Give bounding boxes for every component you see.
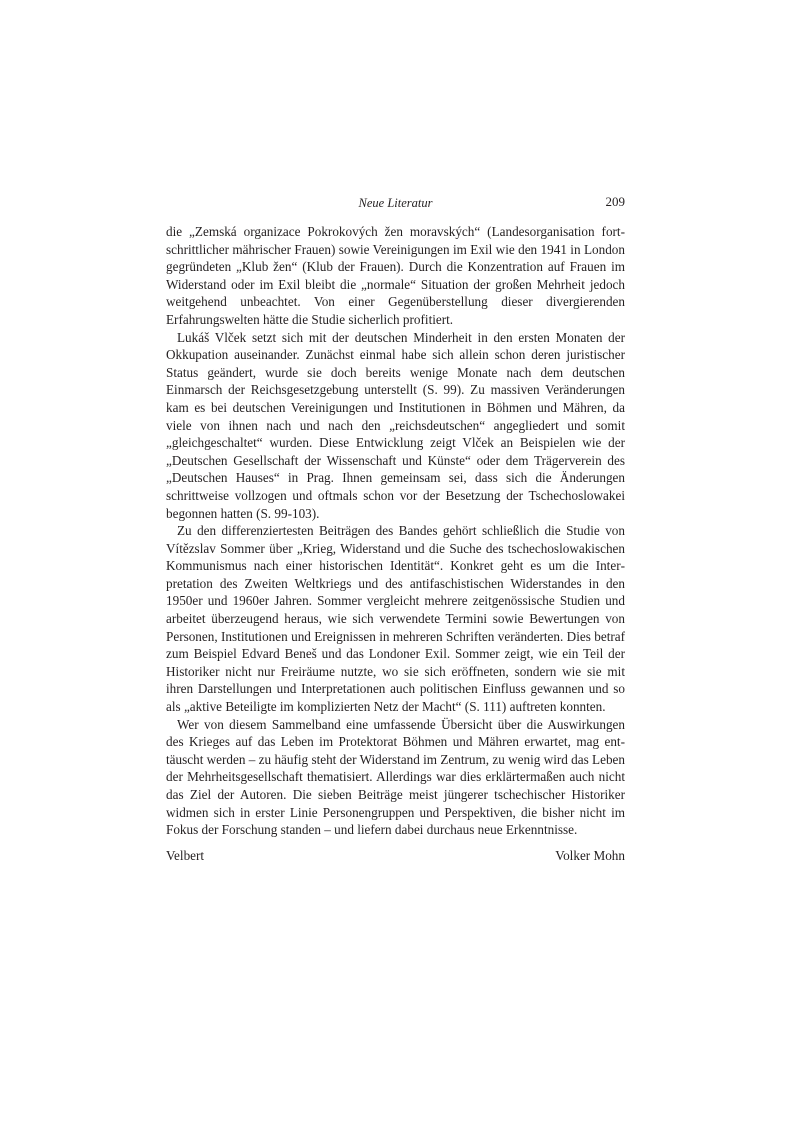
running-head <box>166 194 625 214</box>
page-number: 209 <box>605 194 625 209</box>
paragraph-continued: die „Zemská organizace Pokrokových žen moravských“ (Landesorganisation fortschrittlicher mährischer Frauen) sowie Vereinigungen im Exil wie den 1941 in London gegründeten „Klub žen“ (Klub der Frauen). Durch die Konzentration auf Frauen im Widerstand oder im Exil bleibt die „normale“ Situation der großen Mehrheit jedoch weitgehend unbeachtet. Von einer Gegenüberstellung dieser divergierenden Erfahrungswelten hätte die Studie sicherlich profitiert. <box>166 224 625 327</box>
paragraph-conclusion: Wer von diesem Sammelband eine umfassende Übersicht über die Auswirkungen des Krieges auf das Leben im Protektorat Böhmen und Mähren erwartet, mag enttäuscht werden – zu häufig steht der Widerstand im Zentrum, zu wenig wird das Leben der Mehrheitsgesellschaft thematisiert. Allerdings war dies erklärtermaßen auch nicht das Ziel der Autoren. Die sieben Beiträge meist jüngerer tschechischer Historiker widmen sich in erster Linie Personengruppen und Perspektiven, die bisher nicht im Fokus der Forschung standen – und liefern dabei durchaus neue Erkenntnisse. <box>166 716 625 838</box>
page <box>166 194 625 865</box>
running-title: Neue Literatur <box>358 196 433 210</box>
paragraph-sommer: Zu den differenziertesten Beiträgen des Bandes gehört schließlich die Studie von Vítězslav Sommer über „Krieg, Widerstand und die Suche des tschechoslowakischen Kommunismus nach einer historischen Identität“. Konkret geht es um die Interpretation des Zweiten Weltkriegs und des antifaschistischen Widerstandes in den 1950er und 1960er Jahren. Sommer vergleicht mehrere zeitgenössische Studien und arbeitet überzeugend heraus, wie sich verwendete Termini sowie Bewertungen von Personen, Institutionen und Ereignissen in mehreren Schriften veränderten. Dies betraf zum Beispiel Edvard Beneš und das Londoner Exil. Sommer zeigt, wie ein Teil der Historiker nicht nur Freiräume nutzte, wo sie sich eröffneten, sondern wie sie mit ihren Darstellungen und Interpretationen auch politischen Einfluss gewannen und so als „aktive Beteiligte im komplizierten Netz der Macht“ (S. 111) auftreten konnten. <box>166 523 625 715</box>
review-signature <box>166 847 625 865</box>
signature-place: Velbert <box>166 847 205 863</box>
article-body <box>166 223 625 839</box>
paragraph-vlcek: Lukáš Vlček setzt sich mit der deutschen Minderheit in den ersten Monaten der Okkupation auseinander. Zunächst einmal habe sich allein schon deren juristischer Status geändert, wurde sie doch bereits wenige Monate nach dem deutschen Einmarsch der Reichsgesetzgebung unterstellt (S. 99). Zu massiven Veränderungen kam es bei deutschen Vereinigungen und Institutionen in Böhmen und Mähren, da viele von ihnen nach und nach den „reichsdeutschen“ angegliedert und somit „gleichgeschaltet“ wurden. Diese Entwicklung zeigt Vlček an Beispielen wie der „Deutschen Gesellschaft der Wissenschaft und Künste“ oder dem Trägerverein des „Deutschen Hauses“ in Prag. Ihnen gemeinsam sei, dass sich die Änderungen schrittweise vollzogen und oftmals schon vor der Besetzung der Tschechoslowakei begonnen hatten (S. 99-103). <box>166 329 625 521</box>
signature-author: Volker Mohn <box>555 847 625 863</box>
